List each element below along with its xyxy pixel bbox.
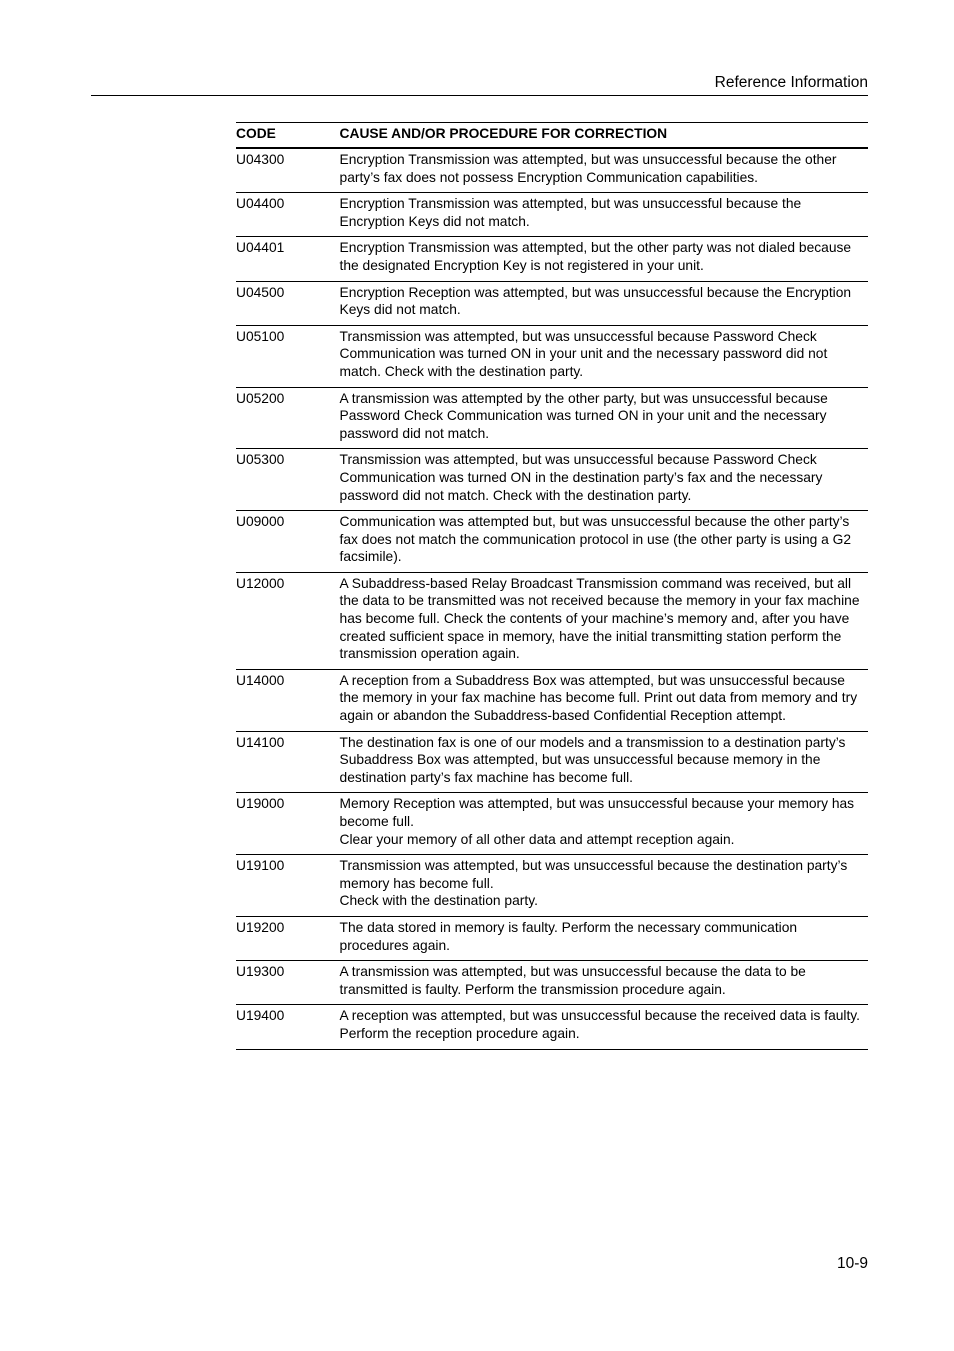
description-paragraph: A reception was attempted, but was unsuccessful because the received data is faulty. Perform the reception procedure again. xyxy=(339,1008,861,1041)
table-row xyxy=(236,237,868,281)
description-paragraph: The destination fax is one of our models and a transmission to a destination party’s Subaddress Box was attempted, but was unsuccessful because memory in the destination party’s fax machine has become full. xyxy=(339,734,846,785)
description-paragraph: Communication was attempted but, but was unsuccessful because the other party’s fax does not match the communication protocol in use (the other party is using a G2 facsimile). xyxy=(339,514,852,565)
cause-description-cell xyxy=(340,237,868,281)
cause-description-cell xyxy=(340,387,868,449)
error-code-cell: U14100 xyxy=(236,731,340,793)
table-header xyxy=(236,123,868,149)
cause-description-cell xyxy=(340,1005,868,1049)
table-header-row xyxy=(236,123,868,149)
table-row xyxy=(236,193,868,237)
table-row xyxy=(236,731,868,793)
table-row xyxy=(236,387,868,449)
column-header-cause: CAUSE AND/OR PROCEDURE FOR CORRECTION xyxy=(340,123,868,149)
cause-description-cell xyxy=(340,961,868,1005)
error-code-cell: U04300 xyxy=(236,148,340,193)
cause-description-cell xyxy=(340,449,868,511)
error-code-cell: U19100 xyxy=(236,855,340,917)
table-row xyxy=(236,281,868,325)
table-row xyxy=(236,148,868,193)
description-paragraph: A Subaddress-based Relay Broadcast Transmission command was received, but all the data to be transmitted was not received because the memory in your fax machine has become full. Check the contents of your machine’s memory and, after you have created sufficient space in memory, have the initial transmitting station perform the transmission operation again. xyxy=(339,575,860,662)
cause-description-cell xyxy=(340,855,868,917)
description-paragraph: A reception from a Subaddress Box was attempted, but was unsuccessful because the memory in your fax machine has become full. Print out data from memory and try again or abandon the Subaddress-based Confidential Reception attempt. xyxy=(339,672,858,724)
cause-description-cell xyxy=(340,916,868,960)
description-paragraph: Transmission was attempted, but was unsuccessful because Password Check Communication was turned ON in your unit and the necessary password did not match. Check with the destination party. xyxy=(339,328,828,379)
error-code-cell: U09000 xyxy=(236,511,340,573)
table-row xyxy=(236,669,868,731)
table-row xyxy=(236,572,868,669)
error-code-cell: U04400 xyxy=(236,193,340,237)
description-paragraph: Encryption Transmission was attempted, but was unsuccessful because the other party’s fax does not possess Encryption Communication capabilities. xyxy=(339,152,837,185)
cause-description-cell xyxy=(340,511,868,573)
cause-description-cell xyxy=(340,325,868,387)
cause-description-cell xyxy=(340,731,868,793)
cause-description-cell xyxy=(340,148,868,193)
table-row xyxy=(236,511,868,573)
description-paragraph: Encryption Reception was attempted, but was unsuccessful because the Encryption Keys did not match. xyxy=(339,284,852,318)
cause-description-cell xyxy=(340,193,868,237)
description-paragraph: The data stored in memory is faulty. Perform the necessary communication procedures again. xyxy=(339,919,798,953)
cause-description-cell xyxy=(340,793,868,855)
error-code-cell: U14000 xyxy=(236,669,340,731)
error-code-cell: U05100 xyxy=(236,325,340,387)
error-code-cell: U04500 xyxy=(236,281,340,325)
table-row xyxy=(236,855,868,917)
error-code-table xyxy=(236,122,868,1050)
error-code-cell: U19300 xyxy=(236,961,340,1005)
description-paragraph: A transmission was attempted, but was unsuccessful because the data to be transmitted is faulty. Perform the transmission procedure again. xyxy=(339,964,806,997)
error-code-cell: U19000 xyxy=(236,793,340,855)
column-header-code: CODE xyxy=(236,123,340,149)
description-paragraph: Memory Reception was attempted, but was unsuccessful because your memory has become full. xyxy=(339,796,855,829)
running-header-title: Reference Information xyxy=(714,74,868,91)
error-code-cell: U19200 xyxy=(236,916,340,960)
error-code-cell: U05300 xyxy=(236,449,340,511)
table-row xyxy=(236,1005,868,1049)
error-code-cell: U19400 xyxy=(236,1005,340,1049)
table-row xyxy=(236,916,868,960)
cause-description-cell xyxy=(340,572,868,669)
error-code-table-container xyxy=(236,122,868,1050)
table-row xyxy=(236,793,868,855)
header-divider xyxy=(91,95,868,96)
cause-description-cell xyxy=(340,281,868,325)
error-code-cell: U04401 xyxy=(236,237,340,281)
table-body xyxy=(236,148,868,1049)
description-paragraph: A transmission was attempted by the other party, but was unsuccessful because Password Check Communication was turned ON in your unit and the necessary password did not match. xyxy=(339,390,828,441)
table-row xyxy=(236,449,868,511)
description-paragraph: Clear your memory of all other data and attempt reception again. xyxy=(339,831,735,847)
error-code-cell: U12000 xyxy=(236,572,340,669)
page-number: 10-9 xyxy=(836,1255,868,1272)
description-paragraph: Encryption Transmission was attempted, but was unsuccessful because the Encryption Keys did not match. xyxy=(339,196,802,229)
table-row xyxy=(236,961,868,1005)
description-paragraph: Check with the destination party. xyxy=(339,893,538,909)
description-paragraph: Encryption Transmission was attempted, but the other party was not dialed because the designated Encryption Key is not registered in your unit. xyxy=(339,240,852,273)
description-paragraph: Transmission was attempted, but was unsuccessful because the destination party’s memory has become full. xyxy=(339,858,848,891)
cause-description-cell xyxy=(340,669,868,731)
description-paragraph: Transmission was attempted, but was unsuccessful because Password Check Communication was turned ON in the destination party’s fax and the necessary password did not match. Check with the destination party. xyxy=(339,452,823,503)
error-code-cell: U05200 xyxy=(236,387,340,449)
table-row xyxy=(236,325,868,387)
